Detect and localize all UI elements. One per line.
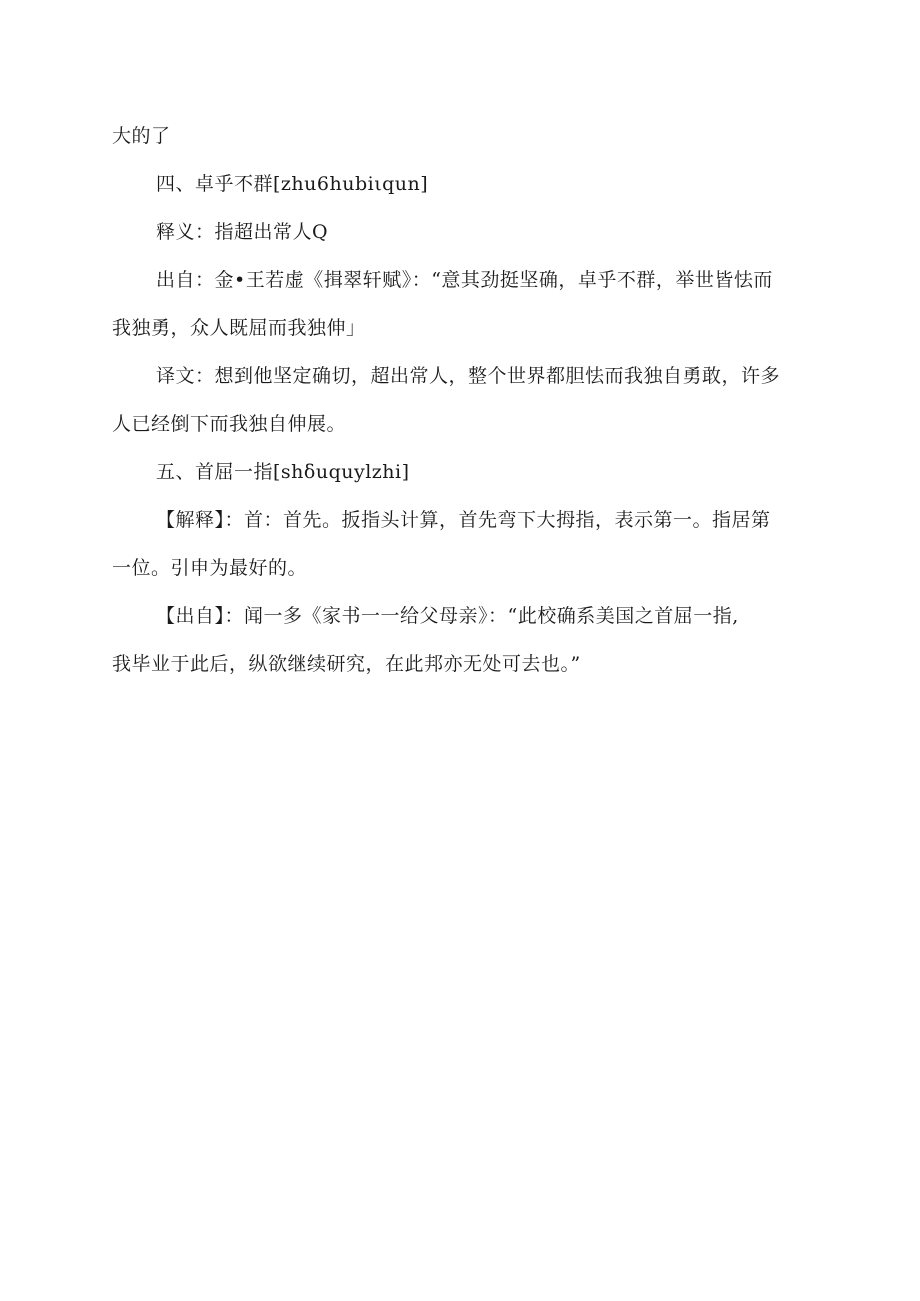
paragraph-continuation: 大的了	[112, 125, 171, 147]
idiom-heading-4: 四、卓乎不群[zhu6hubiιqun]	[156, 173, 429, 195]
idiom-4-source-line-1: 出自：金•王若虚《揖翠轩赋》：“意其劲挺坚确，卓乎不群，举世皆怯而	[156, 269, 773, 291]
idiom-5-source-line-2: 我毕业于此后，纵欲继续研究，在此邦亦无处可去也。”	[112, 653, 581, 675]
document-body	[112, 112, 812, 688]
idiom-5-explanation-line-1: 【解释】：首：首先。扳指头计算，首先弯下大拇指，表示第一。指居第	[156, 509, 771, 531]
idiom-4-translation-line-1: 译文：想到他坚定确切，超出常人，整个世界都胆怯而我独自勇敢，许多	[156, 365, 781, 387]
idiom-4-translation-line-2: 人已经倒下而我独自伸展。	[112, 413, 347, 435]
idiom-heading-5: 五、首屈一指[shδuquylzhi]	[156, 461, 410, 483]
idiom-4-meaning: 释义：指超出常人Q	[156, 221, 329, 243]
idiom-5-explanation-line-2: 一位。引申为最好的。	[112, 557, 308, 579]
idiom-4-source-line-2: 我独勇，众人既屈而我独伸」	[112, 317, 366, 339]
idiom-5-source-line-1: 【出自】：闻一多《家书一一给父母亲》：“此校确系美国之首屈一指,	[156, 605, 739, 627]
